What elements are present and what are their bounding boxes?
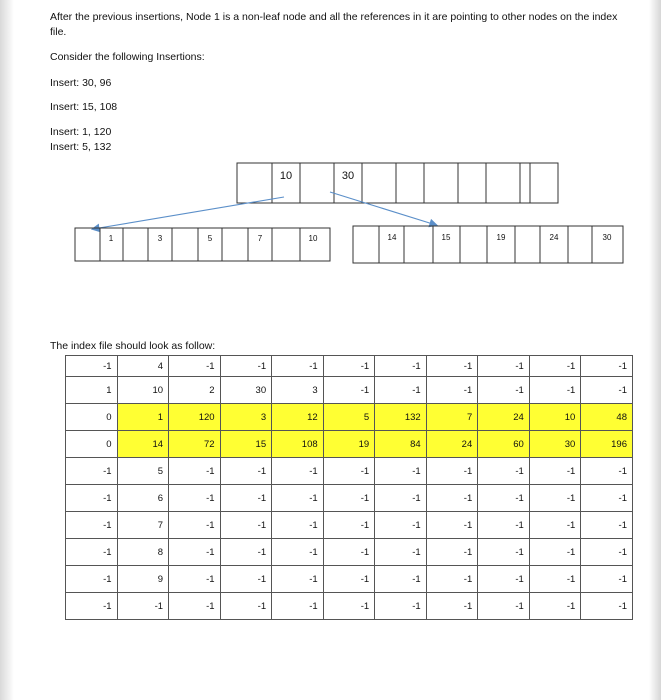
table-cell: -1	[220, 356, 272, 377]
leaf-left-key-2: 3	[157, 234, 163, 243]
table-row	[66, 539, 633, 566]
table-cell: -1	[66, 593, 118, 620]
bplus-tree-diagram	[0, 0, 661, 330]
table-cell: -1	[272, 593, 324, 620]
table-cell: -1	[375, 356, 427, 377]
leaf-left-key-4: 7	[257, 234, 263, 243]
table-cell: 19	[323, 431, 375, 458]
table-cell: 1	[66, 377, 118, 404]
table-cell: -1	[478, 356, 530, 377]
table-cell: 84	[375, 431, 427, 458]
table-cell: -1	[272, 356, 324, 377]
table-cell: -1	[529, 458, 581, 485]
table-cell: -1	[220, 458, 272, 485]
table-cell: -1	[272, 566, 324, 593]
table-cell: -1	[426, 539, 478, 566]
table-cell: 48	[581, 404, 633, 431]
table-row	[66, 431, 633, 458]
table-cell: -1	[426, 512, 478, 539]
index-file-table	[65, 355, 633, 620]
table-cell: 5	[117, 458, 169, 485]
table-cell: -1	[529, 377, 581, 404]
table-cell: -1	[272, 458, 324, 485]
table-row	[66, 593, 633, 620]
leaf-node-left	[75, 228, 330, 261]
table-row	[66, 458, 633, 485]
table-cell: -1	[426, 356, 478, 377]
table-cell: 4	[117, 356, 169, 377]
table-cell: 108	[272, 431, 324, 458]
table-cell: -1	[375, 539, 427, 566]
table-cell: -1	[375, 593, 427, 620]
table-cell: 0	[66, 431, 118, 458]
root-node	[237, 163, 558, 203]
table-cell: -1	[529, 485, 581, 512]
table-row	[66, 377, 633, 404]
table-cell: 5	[323, 404, 375, 431]
table-cell: -1	[581, 512, 633, 539]
table-row	[66, 404, 633, 431]
table-cell: -1	[426, 593, 478, 620]
table-cell: -1	[581, 377, 633, 404]
leaf-right-key-5: 30	[602, 233, 612, 242]
consider-heading: Consider the following Insertions:	[50, 51, 205, 63]
table-cell: -1	[426, 485, 478, 512]
table-cell: -1	[117, 593, 169, 620]
table-cell: -1	[66, 512, 118, 539]
table-cell: -1	[478, 566, 530, 593]
table-row	[66, 512, 633, 539]
leaf-right-key-4: 24	[549, 233, 559, 242]
leaf-right-key-1: 14	[387, 233, 397, 242]
table-cell: -1	[478, 377, 530, 404]
table-cell: 24	[478, 404, 530, 431]
table-caption: The index file should look as follow:	[50, 340, 216, 352]
table-cell: -1	[323, 458, 375, 485]
table-cell: -1	[272, 539, 324, 566]
table-cell: -1	[478, 512, 530, 539]
table-cell: -1	[169, 539, 221, 566]
table-cell: -1	[478, 593, 530, 620]
leaf-right-key-3: 19	[496, 233, 506, 242]
table-cell: -1	[529, 566, 581, 593]
pointer-arrow-right	[330, 192, 436, 225]
table-cell: 7	[117, 512, 169, 539]
leaf-left-key-5: 10	[308, 234, 318, 243]
table-cell: 30	[529, 431, 581, 458]
table-cell: -1	[581, 458, 633, 485]
table-cell: -1	[66, 485, 118, 512]
table-cell: -1	[529, 593, 581, 620]
table-cell: -1	[220, 512, 272, 539]
table-cell: -1	[169, 356, 221, 377]
table-cell: 132	[375, 404, 427, 431]
table-cell: -1	[323, 377, 375, 404]
table-cell: -1	[323, 356, 375, 377]
table-cell: 15	[220, 431, 272, 458]
table-cell: 30	[220, 377, 272, 404]
table-cell: -1	[220, 593, 272, 620]
table-cell: -1	[323, 539, 375, 566]
table-cell: -1	[169, 566, 221, 593]
insertion-line: Insert: 1, 120	[50, 126, 112, 138]
table-row	[66, 356, 633, 377]
table-cell: -1	[323, 566, 375, 593]
table-cell: -1	[66, 539, 118, 566]
table-cell: -1	[66, 566, 118, 593]
insertion-line: Insert: 5, 132	[50, 141, 112, 153]
table-cell: -1	[375, 458, 427, 485]
leaf-left-key-3: 5	[207, 234, 213, 243]
table-cell: -1	[581, 539, 633, 566]
table-cell: -1	[169, 485, 221, 512]
table-cell: -1	[581, 593, 633, 620]
leaf-node-right	[353, 226, 623, 263]
table-cell: -1	[375, 485, 427, 512]
table-cell: 120	[169, 404, 221, 431]
table-cell: 7	[426, 404, 478, 431]
table-cell: -1	[272, 485, 324, 512]
table-cell: -1	[220, 485, 272, 512]
table-cell: -1	[529, 539, 581, 566]
leaf-right-key-2: 15	[441, 233, 451, 242]
table-cell: -1	[426, 377, 478, 404]
table-cell: -1	[323, 485, 375, 512]
table-cell: 6	[117, 485, 169, 512]
root-key-2: 30	[341, 170, 355, 182]
table-cell: 8	[117, 539, 169, 566]
table-cell: 14	[117, 431, 169, 458]
table-cell: -1	[375, 377, 427, 404]
pointer-arrow-left	[93, 197, 284, 229]
table-cell: -1	[478, 539, 530, 566]
table-cell: -1	[323, 593, 375, 620]
table-cell: -1	[529, 356, 581, 377]
table-row	[66, 485, 633, 512]
table-cell: -1	[66, 458, 118, 485]
table-cell: -1	[220, 539, 272, 566]
table-cell: -1	[529, 512, 581, 539]
table-cell: 72	[169, 431, 221, 458]
table-cell: -1	[272, 512, 324, 539]
table-cell: 3	[220, 404, 272, 431]
table-cell: 24	[426, 431, 478, 458]
table-cell: -1	[581, 485, 633, 512]
insertion-line: Insert: 30, 96	[50, 77, 112, 89]
table-cell: 9	[117, 566, 169, 593]
table-cell: -1	[323, 512, 375, 539]
table-cell: -1	[375, 566, 427, 593]
table-cell: -1	[581, 566, 633, 593]
table-cell: -1	[169, 512, 221, 539]
table-row	[66, 566, 633, 593]
table-cell: 10	[117, 377, 169, 404]
table-cell: 10	[529, 404, 581, 431]
table-cell: 1	[117, 404, 169, 431]
intro-paragraph: After the previous insertions, Node 1 is a non-leaf node and all the references in it are pointing to other nodes on the index file.	[50, 11, 618, 38]
table-cell: -1	[375, 512, 427, 539]
table-cell: -1	[169, 593, 221, 620]
table-cell: 0	[66, 404, 118, 431]
table-cell: -1	[478, 485, 530, 512]
table-cell: 196	[581, 431, 633, 458]
insertion-line: Insert: 15, 108	[50, 101, 118, 113]
table-cell: 2	[169, 377, 221, 404]
table-cell: 60	[478, 431, 530, 458]
table-cell: -1	[169, 458, 221, 485]
table-cell: -1	[426, 566, 478, 593]
table-cell: 12	[272, 404, 324, 431]
table-cell: -1	[66, 356, 118, 377]
table-cell: -1	[478, 458, 530, 485]
root-key-1: 10	[279, 170, 293, 182]
leaf-left-key-1: 1	[108, 234, 114, 243]
table-cell: -1	[220, 566, 272, 593]
table-cell: -1	[581, 356, 633, 377]
table-cell: -1	[426, 458, 478, 485]
table-cell: 3	[272, 377, 324, 404]
